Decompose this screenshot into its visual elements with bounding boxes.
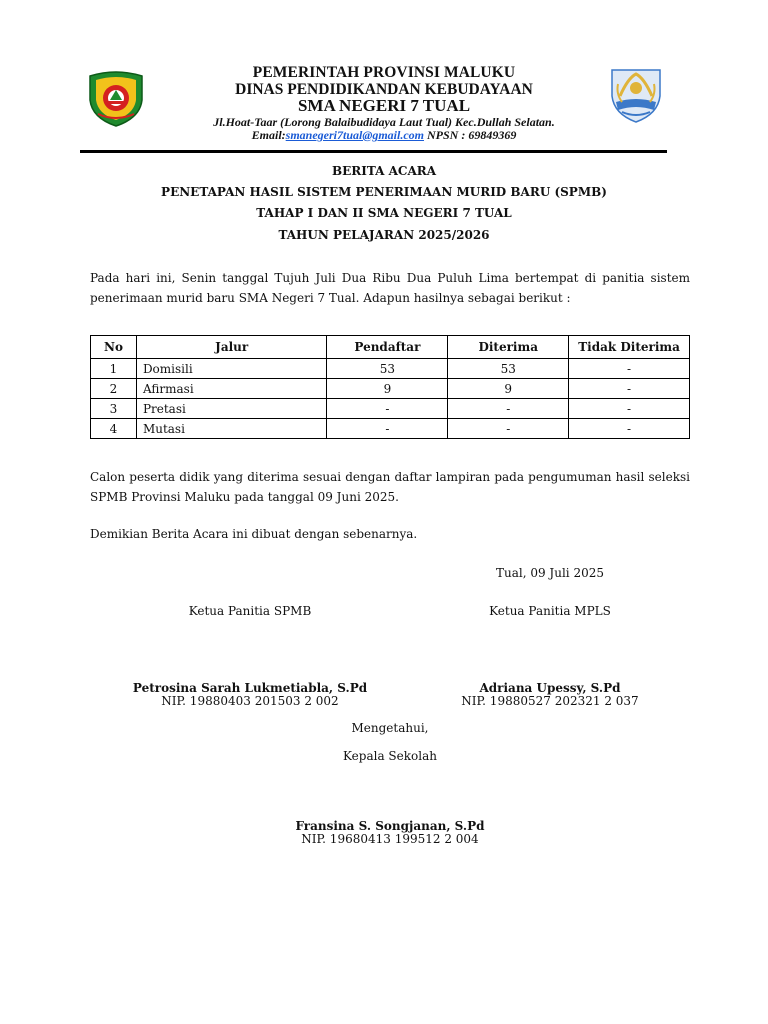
results-table bbox=[90, 335, 690, 439]
letterhead-divider bbox=[80, 150, 667, 153]
document-title: BERITA ACARA bbox=[331, 164, 437, 178]
signatory-spmb-nip: NIP. 19880403 201503 2 002 bbox=[161, 694, 339, 708]
header-no: No bbox=[91, 336, 137, 359]
role-mpls-chair: Ketua Panitia MPLS bbox=[489, 604, 611, 618]
cell-tidak-diterima: - bbox=[569, 419, 690, 439]
letterhead-government: PEMERINTAH PROVINSI MALUKU bbox=[252, 64, 516, 81]
cell-jalur: Mutasi bbox=[136, 419, 327, 439]
closing-paragraph: Demikian Berita Acara ini dibuat dengan sebenarnya. bbox=[90, 527, 418, 541]
cell-pendaftar: 53 bbox=[327, 359, 448, 379]
role-principal: Kepala Sekolah bbox=[343, 749, 437, 763]
maluku-province-emblem bbox=[84, 70, 148, 128]
cell-tidak-diterima: - bbox=[569, 379, 690, 399]
cell-diterima: 9 bbox=[448, 379, 569, 399]
document-academic-year: TAHUN PELAJARAN 2025/2026 bbox=[278, 228, 490, 242]
cell-pendaftar: - bbox=[327, 399, 448, 419]
cell-pendaftar: 9 bbox=[327, 379, 448, 399]
letterhead-school-name: SMA NEGERI 7 TUAL bbox=[297, 96, 471, 115]
cell-jalur: Domisili bbox=[136, 359, 327, 379]
letterhead-department: DINAS PENDIDIKANDAN KEBUDAYAAN bbox=[235, 81, 533, 98]
npsn-text: NPSN : 69849369 bbox=[424, 128, 517, 142]
signatory-mpls-name: Adriana Upessy, S.Pd bbox=[479, 681, 621, 695]
table-row bbox=[91, 359, 690, 379]
signatory-mpls-nip: NIP. 19880527 202321 2 037 bbox=[461, 694, 639, 708]
role-spmb-chair: Ketua Panitia SPMB bbox=[188, 604, 312, 618]
cell-tidak-diterima: - bbox=[569, 359, 690, 379]
cell-jalur: Afirmasi bbox=[136, 379, 327, 399]
cell-pendaftar: - bbox=[327, 419, 448, 439]
letterhead-contact bbox=[150, 128, 618, 143]
cell-no: 2 bbox=[91, 379, 137, 399]
email-link[interactable]: smanegeri7tual@gmail.com bbox=[285, 128, 424, 142]
cell-tidak-diterima: - bbox=[569, 399, 690, 419]
table-row bbox=[91, 399, 690, 419]
cell-diterima: 53 bbox=[448, 359, 569, 379]
signatory-spmb-name: Petrosina Sarah Lukmetiabla, S.Pd bbox=[132, 681, 368, 695]
acknowledged-label: Mengetahui, bbox=[351, 721, 429, 735]
header-diterima: Diterima bbox=[448, 336, 569, 359]
header-tidak-diterima: Tidak Diterima bbox=[569, 336, 690, 359]
principal-nip: NIP. 19680413 199512 2 004 bbox=[301, 832, 479, 846]
cell-no: 1 bbox=[91, 359, 137, 379]
table-header-row bbox=[91, 336, 690, 359]
cell-jalur: Pretasi bbox=[136, 399, 327, 419]
cell-diterima: - bbox=[448, 399, 569, 419]
cell-diterima: - bbox=[448, 419, 569, 439]
place-date: Tual, 09 Juli 2025 bbox=[495, 566, 604, 580]
table-row bbox=[91, 379, 690, 399]
letterhead-address: Jl.Hoat-Taar (Lorong Balaibudidaya Laut Tual) Kec.Dullah Selatan. bbox=[213, 115, 555, 129]
document-subtitle: PENETAPAN HASIL SISTEM PENERIMAAN MURID BARU (SPMB) bbox=[161, 185, 607, 199]
table-row bbox=[91, 419, 690, 439]
header-jalur: Jalur bbox=[136, 336, 327, 359]
cell-no: 3 bbox=[91, 399, 137, 419]
intro-paragraph: Pada hari ini, Senin tanggal Tujuh Juli Dua Ribu Dua Puluh Lima bertempat di panitia sistem penerimaan murid baru SMA Negeri 7 Tual. Adapun hasilnya sebagai berikut : bbox=[90, 271, 690, 305]
email-label: Email: bbox=[251, 128, 286, 142]
cell-no: 4 bbox=[91, 419, 137, 439]
header-pendaftar: Pendaftar bbox=[327, 336, 448, 359]
selection-note-paragraph: Calon peserta didik yang diterima sesuai dengan daftar lampiran pada pengumuman hasil seleksi SPMB Provinsi Maluku pada tanggal 09 Juni 2025. bbox=[90, 470, 690, 504]
principal-name: Fransina S. Songjanan, S.Pd bbox=[295, 819, 485, 833]
document-stage: TAHAP I DAN II SMA NEGERI 7 TUAL bbox=[256, 206, 512, 220]
